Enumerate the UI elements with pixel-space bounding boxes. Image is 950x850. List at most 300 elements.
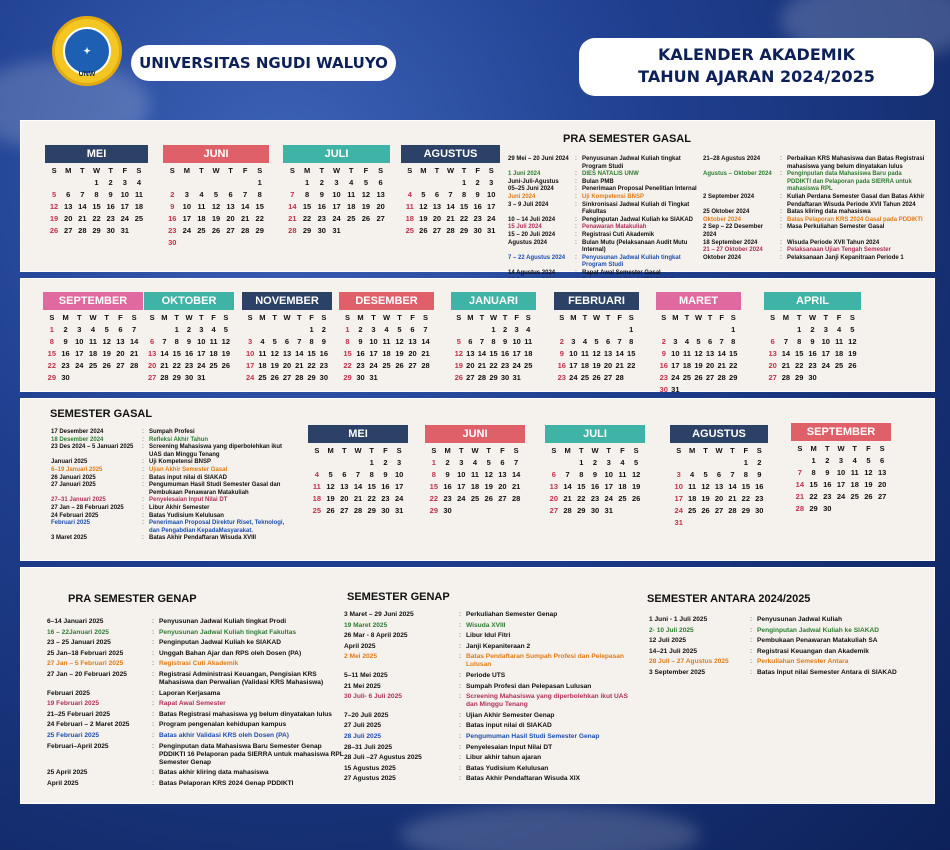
event-date: 05–25 Juni 2024 — [508, 186, 554, 193]
weekday-label: W — [471, 446, 479, 455]
weekday-label: W — [185, 313, 193, 322]
day-cell: 15 — [577, 482, 586, 491]
event-date: 3 Maret 2025 — [51, 535, 88, 542]
day-cell: 17 — [182, 214, 192, 223]
day-cell: 12 — [326, 482, 335, 491]
month-grid — [242, 313, 332, 383]
event-row — [344, 693, 629, 709]
separator: : — [142, 474, 144, 481]
separator: : — [780, 254, 782, 261]
weekday-label: T — [824, 444, 830, 453]
weekday-label: S — [378, 166, 384, 175]
day-cell: 27 — [226, 226, 235, 235]
day-cell: 18 — [258, 361, 267, 370]
day-cell: 3 — [334, 178, 339, 187]
weekday-label: T — [348, 166, 354, 175]
day-cell: 9 — [757, 470, 762, 479]
event-date: 2- 10 Juli 2025 — [649, 626, 694, 634]
day-cell: 11 — [197, 202, 206, 211]
day-cell: 28 — [511, 494, 521, 503]
event-date: 24 Februari – 2 Maret 2025 — [47, 721, 130, 729]
day-cell: 4 — [260, 337, 265, 346]
event-text: Batas Akhir Pendaftaran Wisuda XIX — [466, 775, 581, 783]
day-cell: 25 — [405, 226, 414, 235]
event-row — [51, 475, 291, 483]
day-cell — [324, 458, 338, 468]
day-cell: 1 — [94, 178, 99, 187]
separator: : — [142, 512, 144, 519]
month-grid — [163, 166, 269, 248]
day-cell: 24 — [394, 494, 404, 503]
weekday-label: M — [689, 446, 696, 455]
day-cell: 2 — [502, 325, 508, 334]
event-row — [508, 255, 698, 270]
weekday-label: S — [797, 444, 803, 453]
month-grid — [554, 313, 639, 383]
day-cell: 30 — [823, 504, 832, 513]
day-cell: 19 — [701, 494, 710, 503]
event-list-antara-list — [649, 616, 904, 680]
weekday-label: S — [169, 166, 175, 175]
day-cell: 4 — [314, 470, 319, 479]
event-text: Penginputan data Mahasiswa Baru Semester Genap PDDIKTI 16 Pelaporan pada SIERRA untuk mahasiswa RPL Semester Genap — [159, 742, 344, 766]
weekday-label: T — [458, 446, 464, 455]
day-cell: 10 — [197, 337, 206, 346]
day-cell: 3 — [371, 325, 376, 334]
separator: : — [575, 224, 577, 231]
weekday-label: T — [434, 166, 440, 175]
weekday-label: F — [514, 313, 519, 322]
weekday-label: T — [684, 313, 690, 322]
weekday-label: S — [431, 446, 437, 455]
day-cell: 21 — [717, 361, 726, 370]
event-row — [703, 171, 927, 194]
day-cell: 25 — [687, 506, 697, 515]
day-cell: 4 — [90, 325, 96, 334]
separator: : — [142, 504, 144, 511]
day-cell — [726, 458, 739, 468]
day-cell: 29 — [302, 226, 312, 235]
day-cell: 2 — [321, 325, 326, 334]
day-cell: 14 — [728, 482, 737, 491]
day-cell: 2 — [358, 325, 363, 334]
event-row — [51, 520, 291, 535]
day-cell: 5 — [51, 190, 57, 199]
day-cell: 26 — [864, 492, 873, 501]
day-cell — [310, 458, 324, 468]
weekday-label: S — [314, 446, 320, 455]
event-text: Pengumuman Hasil Studi Semester Gasal dan Pembukaan Penawaran Matakuliah — [149, 482, 281, 496]
event-row — [47, 690, 347, 698]
day-cell: 15 — [809, 480, 818, 489]
event-row — [47, 743, 347, 767]
event-text: Periode UTS — [466, 671, 506, 679]
day-cell: 7 — [290, 190, 295, 199]
month-grid — [401, 166, 500, 236]
day-cell — [417, 178, 431, 188]
day-cell: 2 — [559, 337, 564, 346]
day-cell — [281, 325, 293, 335]
day-cell: 10 — [394, 470, 404, 479]
weekday-label: T — [606, 446, 611, 455]
event-row — [47, 711, 347, 719]
day-cell: 7 — [719, 337, 724, 346]
day-cell — [614, 325, 626, 335]
day-cell: 13 — [498, 470, 507, 479]
day-cell: 17 — [512, 349, 521, 358]
day-cell: 21 — [781, 361, 791, 370]
day-cell: 25 — [524, 361, 533, 370]
day-cell: 27 — [603, 373, 613, 382]
separator: : — [575, 216, 577, 223]
day-cell: 3 — [838, 456, 844, 465]
day-cell — [579, 325, 591, 335]
day-cell: 16 — [184, 349, 194, 358]
day-cell: 20 — [147, 361, 157, 370]
day-cell: 29 — [367, 506, 376, 515]
separator: : — [780, 156, 782, 162]
weekday-label: W — [592, 313, 601, 322]
day-cell: 9 — [592, 470, 598, 479]
day-cell: 18 — [687, 494, 697, 503]
day-cell: 6 — [605, 337, 611, 346]
day-cell: 5 — [634, 458, 639, 467]
day-cell: 25 — [682, 373, 692, 382]
day-cell: 21 — [728, 494, 737, 503]
event-text: Batas Yudisium Kelulusan — [466, 764, 549, 772]
day-cell: 1 — [743, 458, 748, 467]
weekday-label: M — [570, 313, 577, 322]
day-cell: 25 — [850, 492, 859, 501]
title-line-2: TAHUN AJARAN 2024/2025 — [638, 67, 875, 86]
day-cell: 31 — [369, 373, 378, 382]
day-cell: 2 — [825, 456, 830, 465]
day-cell: 9 — [108, 190, 113, 199]
event-text: Libur Akhir Semester — [149, 504, 210, 511]
event-date: 6–19 Januari 2025 — [51, 466, 103, 473]
day-cell — [337, 458, 351, 468]
calendar-september24 — [43, 292, 143, 383]
day-cell: 21 — [295, 361, 304, 370]
day-cell: 12 — [701, 482, 710, 491]
weekday-label: T — [272, 313, 277, 322]
university-logo — [52, 16, 122, 86]
day-cell: 29 — [729, 373, 738, 382]
day-cell: 11 — [618, 470, 627, 479]
day-cell: 30 — [500, 373, 510, 382]
event-text: Batas Registrasi mahasiswa yg belum dinyatakan lulus — [159, 710, 332, 718]
day-cell: 24 — [182, 226, 192, 235]
day-cell: 13 — [714, 482, 724, 491]
day-cell: 21 — [563, 494, 572, 503]
event-row — [51, 429, 291, 437]
event-row — [508, 232, 698, 240]
day-cell: 19 — [211, 214, 221, 223]
day-cell: 4 — [582, 337, 587, 346]
day-cell: 6 — [284, 337, 290, 346]
event-text: Uji Kompetensi BNSP — [149, 459, 212, 466]
day-cell: 7 — [730, 470, 735, 479]
event-text: Sumpah Profesi — [149, 429, 195, 435]
day-cell: 9 — [170, 202, 175, 211]
separator: : — [575, 231, 577, 238]
separator: : — [780, 247, 782, 254]
separator: : — [152, 742, 154, 750]
weekday-label: T — [371, 313, 376, 322]
day-cell: 24 — [245, 373, 255, 382]
day-cell: 1 — [579, 458, 584, 467]
event-date: 19 Maret 2025 — [344, 621, 388, 629]
day-cell — [146, 325, 158, 335]
day-cell: 3 — [122, 178, 127, 187]
day-cell: 4 — [136, 178, 141, 187]
day-cell: 20 — [64, 214, 73, 223]
day-cell: 20 — [116, 349, 125, 358]
day-cell: 28 — [477, 373, 487, 382]
day-cell: 20 — [376, 202, 385, 211]
event-date: 27 Agustus 2025 — [344, 775, 396, 783]
event-date: 28–31 Juli 2025 — [344, 743, 393, 751]
weekday-label: F — [620, 446, 625, 455]
day-cell: 19 — [102, 349, 111, 358]
event-row — [47, 700, 347, 708]
weekday-label: T — [199, 166, 204, 175]
weekday-label: T — [397, 313, 402, 322]
event-row — [344, 733, 629, 741]
weekday-label: M — [327, 446, 334, 455]
day-cell: 20 — [282, 361, 292, 370]
event-row — [344, 683, 629, 691]
day-cell: 7 — [80, 190, 85, 199]
month-grid — [144, 313, 234, 383]
day-cell: 4 — [684, 337, 689, 346]
day-cell: 2 — [475, 178, 480, 187]
day-cell: 2 — [170, 190, 175, 199]
day-cell — [693, 325, 705, 335]
day-cell: 6 — [378, 178, 383, 187]
day-cell — [793, 456, 807, 466]
section-title: SEMESTER GENAP — [347, 591, 450, 603]
event-text: Penyelesaian Input Nilai DT — [149, 497, 228, 504]
separator: : — [152, 731, 154, 739]
day-cell: 17 — [332, 202, 341, 211]
day-cell — [223, 178, 238, 188]
day-cell: 16 — [381, 482, 390, 491]
day-cell: 17 — [674, 494, 683, 503]
day-cell: 25 — [618, 494, 627, 503]
separator: : — [142, 466, 144, 473]
day-cell: 10 — [332, 190, 341, 199]
event-row — [47, 671, 347, 687]
day-cell: 16 — [500, 349, 510, 358]
event-row — [508, 179, 698, 187]
day-cell — [269, 325, 281, 335]
day-cell: 24 — [369, 361, 378, 370]
day-cell: 11 — [405, 202, 414, 211]
calendar-november24 — [242, 292, 332, 383]
weekday-label: T — [108, 166, 113, 175]
day-cell: 30 — [473, 226, 482, 235]
globe-icon: ✦ — [63, 27, 111, 75]
day-cell: 28 — [421, 361, 430, 370]
day-cell: 13 — [408, 337, 417, 346]
weekday-label: T — [341, 446, 347, 455]
panel-semester-gasal-calendars — [20, 278, 935, 392]
weekday-label: W — [489, 313, 498, 322]
event-date: Oktober 2024 — [703, 216, 742, 223]
day-cell: 20 — [603, 361, 613, 370]
day-cell: 9 — [383, 470, 388, 479]
section-title: PRA SEMESTER GASAL — [563, 133, 691, 145]
event-text: Penyusunan Jadwal Kuliah tingkat Prodi — [159, 618, 287, 625]
day-cell: 5 — [223, 325, 228, 334]
weekday-label: S — [396, 446, 402, 455]
day-cell: 31 — [197, 373, 206, 382]
day-cell: 8 — [345, 337, 350, 346]
weekday-label: T — [80, 166, 85, 175]
separator: : — [750, 637, 752, 645]
event-row — [47, 780, 347, 788]
day-cell: 2 — [445, 458, 450, 467]
weekday-label: M — [564, 446, 571, 455]
month-header: DESEMBER — [339, 292, 434, 310]
day-cell: 23 — [443, 494, 452, 503]
day-cell: 20 — [408, 349, 417, 358]
weekday-label: F — [836, 313, 842, 322]
separator: : — [152, 721, 154, 729]
day-cell: 23 — [590, 494, 600, 503]
day-cell: 22 — [92, 214, 101, 223]
event-row — [344, 775, 629, 783]
day-cell: 7 — [162, 337, 167, 346]
month-header: AGUSTUS — [670, 425, 768, 443]
day-cell: 4 — [836, 325, 842, 334]
separator: : — [780, 193, 782, 200]
event-text: Batas Input nilai Semester Antara di SIAKAD — [757, 668, 897, 676]
event-row — [344, 632, 629, 640]
weekday-label: S — [456, 313, 462, 322]
day-cell: 14 — [353, 482, 363, 491]
event-row — [649, 648, 904, 656]
day-cell: 27 — [714, 506, 724, 515]
day-cell: 9 — [321, 337, 326, 346]
day-cell: 16 — [808, 349, 817, 358]
event-date: 30 Juli- 6 Juli 2025 — [344, 693, 402, 701]
weekday-label: F — [211, 313, 216, 322]
weekday-label: S — [879, 444, 885, 453]
day-cell: 11 — [850, 468, 859, 477]
event-date: 26 Januari 2025 — [51, 474, 96, 481]
day-cell: 27 — [432, 226, 442, 235]
title-line-1: KALENDER AKADEMIK — [657, 45, 856, 64]
day-cell: 14 — [477, 349, 487, 358]
day-cell: 16 — [61, 349, 70, 358]
event-text: Penginputan data Mahasiswa Baru pada PDDIKTI dan Pelaporan pada SIERRA untuk mahasiswa RPL — [787, 171, 912, 193]
day-cell: 8 — [797, 337, 802, 346]
event-row — [508, 217, 698, 225]
day-cell: 8 — [369, 470, 374, 479]
event-text: DIES NATALIS UNW — [582, 171, 639, 178]
day-cell: 1 — [461, 178, 467, 187]
day-cell: 15 — [429, 482, 439, 491]
event-text: Pelaksanaan Ujian Tengah Semester — [787, 247, 891, 254]
day-cell: 7 — [565, 470, 570, 479]
event-text: Penerimaan Proposal Direktur Riset, Teknologi, dan Pengabdian KepadaMasyarakat. — [149, 520, 285, 534]
day-cell: 29 — [809, 504, 818, 513]
event-row — [51, 437, 291, 445]
day-cell: 1 — [174, 325, 179, 334]
day-cell: 30 — [106, 226, 115, 235]
day-cell: 11 — [258, 349, 267, 358]
day-cell: 14 — [129, 337, 139, 346]
day-cell: 25 — [834, 361, 844, 370]
day-cell — [556, 325, 568, 335]
day-cell: 8 — [257, 190, 262, 199]
day-cell: 13 — [705, 349, 715, 358]
weekday-label: S — [149, 313, 155, 322]
event-text: Ujian Akhir Semester Gasal — [149, 466, 228, 473]
day-cell: 24 — [120, 214, 129, 223]
event-date: 10 – 14 Juli 2024 — [508, 216, 556, 223]
day-cell: 27 — [768, 373, 777, 382]
event-row — [344, 754, 629, 762]
day-cell: 6 — [66, 190, 71, 199]
event-row — [344, 622, 629, 630]
event-text: Batas Pelaporan KRS 2024 Gasal pada PDDIKTI — [787, 216, 923, 223]
day-cell: 12 — [361, 190, 371, 199]
day-cell: 13 — [603, 349, 613, 358]
day-cell: 28 — [446, 226, 455, 235]
weekday-label: W — [715, 446, 723, 455]
event-list-pra-genap-list — [47, 618, 347, 790]
day-cell — [476, 325, 488, 335]
event-row — [344, 672, 629, 680]
event-text: Screening Mahasiswa yang diperbolehkan ikut UAS dan Minggu Tenang — [466, 693, 628, 709]
day-cell: 30 — [755, 506, 764, 515]
day-cell: 19 — [631, 482, 641, 491]
event-list-gasal-list — [51, 429, 291, 543]
day-cell: 29 — [92, 226, 101, 235]
day-cell: 26 — [270, 373, 279, 382]
day-cell: 28 — [78, 226, 87, 235]
day-cell: 14 — [295, 349, 304, 358]
day-cell — [602, 325, 614, 335]
day-cell: 5 — [104, 325, 109, 334]
day-cell: 16 — [319, 349, 329, 358]
day-cell: 22 — [307, 361, 316, 370]
day-cell: 22 — [741, 494, 751, 503]
event-row — [703, 156, 927, 171]
day-cell: 22 — [489, 361, 498, 370]
day-cell: 20 — [714, 494, 724, 503]
weekday-label: S — [770, 313, 776, 322]
day-cell: 23 — [473, 214, 482, 223]
event-text: Rapat Awal Semester — [159, 700, 226, 708]
day-cell: 3 — [248, 337, 253, 346]
day-cell: 12 — [270, 349, 279, 358]
day-cell: 26 — [484, 494, 493, 503]
day-cell: 19 — [221, 349, 231, 358]
day-cell: 24 — [457, 494, 466, 503]
day-cell: 27 — [466, 373, 475, 382]
day-cell: 1 — [304, 178, 310, 187]
separator: : — [780, 171, 782, 178]
day-cell: 10 — [569, 349, 578, 358]
day-cell: 12 — [484, 470, 493, 479]
event-row — [508, 270, 698, 278]
separator: : — [152, 639, 154, 647]
day-cell: 20 — [432, 214, 442, 223]
